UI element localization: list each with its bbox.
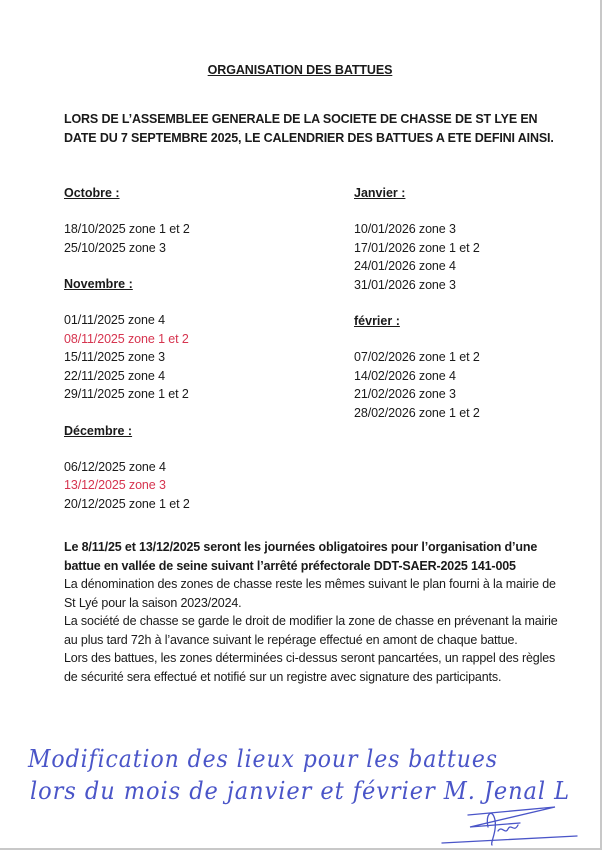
hunt-date-entry: 31/01/2026 zone 3 [354, 277, 456, 292]
month-november [64, 275, 334, 422]
hunt-date-entry: 20/12/2025 zone 1 et 2 [64, 496, 190, 511]
hunt-date-entry: 28/02/2026 zone 1 et 2 [354, 405, 480, 420]
hunt-date-entry: 15/11/2025 zone 3 [64, 350, 165, 364]
month-december [64, 422, 334, 514]
month-heading: Octobre : [64, 186, 120, 200]
handwritten-line-1: Modification des lieux pour les battues [27, 745, 499, 773]
mandatory-days-notice: Le 8/11/25 et 13/12/2025 seront les journées obligatoires pour l’organisation d’une battue en vallée de seine suivant l’arrêté préfectorale DDT-SAER-2025 141-005 [64, 540, 538, 573]
intro-paragraph: LORS DE L’ASSEMBLEE GENERALE DE LA SOCIETE DE CHASSE DE ST LYE EN DATE DU 7 SEPTEMBRE 2025, LE CALENDRIER DES BATTUES A ETE DEFINI AINSI. [64, 112, 554, 145]
hunt-date-entry: 07/02/2026 zone 1 et 2 [354, 350, 480, 364]
month-october [64, 184, 334, 275]
month-february [354, 312, 602, 422]
handwritten-line-2: lors du mois de janvier et février M. Jenal L [30, 777, 570, 805]
hunt-date-entry: 22/11/2025 zone 4 [64, 368, 165, 383]
document-title: ORGANISATION DES BATTUES [207, 63, 393, 77]
hunt-date-entry-mandatory: 13/12/2025 zone 3 [64, 478, 166, 492]
hunt-date-entry: 17/01/2026 zone 1 et 2 [354, 240, 480, 255]
month-heading: Janvier : [354, 186, 406, 200]
notice-section [64, 538, 564, 686]
month-heading: Novembre : [64, 277, 133, 291]
hunt-date-entry: 01/11/2025 zone 4 [64, 313, 165, 327]
calendar-left-column [64, 184, 334, 513]
hunt-date-entry: 18/10/2025 zone 1 et 2 [64, 222, 190, 236]
hunt-date-entry: 10/01/2026 zone 3 [354, 222, 456, 236]
hunt-date-entry: 06/12/2025 zone 4 [64, 459, 166, 474]
hunt-date-entry: 24/01/2026 zone 4 [354, 259, 456, 273]
month-heading: février : [354, 314, 400, 328]
handwritten-annotation [0, 735, 600, 847]
hunt-date-entry-mandatory: 08/11/2025 zone 1 et 2 [64, 331, 189, 346]
hunt-date-entry: 14/02/2026 zone 4 [354, 368, 456, 383]
signature-icon [442, 807, 577, 845]
notice-paragraph: La dénomination des zones de chasse reste les mêmes suivant le plan fourni à la mairie de St Lyé pour la saison 2023/2024. [64, 577, 556, 610]
hunt-date-entry: 25/10/2025 zone 3 [64, 240, 166, 255]
hunt-date-entry: 21/02/2026 zone 3 [354, 387, 456, 401]
notice-paragraph: Lors des battues, les zones déterminées ci-dessus seront pancartées, un rappel des règles de sécurité sera effectué et notifié sur un registre avec signature des participants. [64, 651, 556, 684]
calendar-right-column [354, 184, 602, 422]
hunt-date-entry: 29/11/2025 zone 1 et 2 [64, 387, 189, 401]
notice-paragraph: La société de chasse se garde le droit de modifier la zone de chasse en prévenant la mairie au plus tard 72h à l’avance suivant le repérage effectué en amont de chaque battue. [64, 614, 558, 647]
month-heading: Décembre : [64, 423, 133, 438]
month-january [354, 184, 602, 312]
